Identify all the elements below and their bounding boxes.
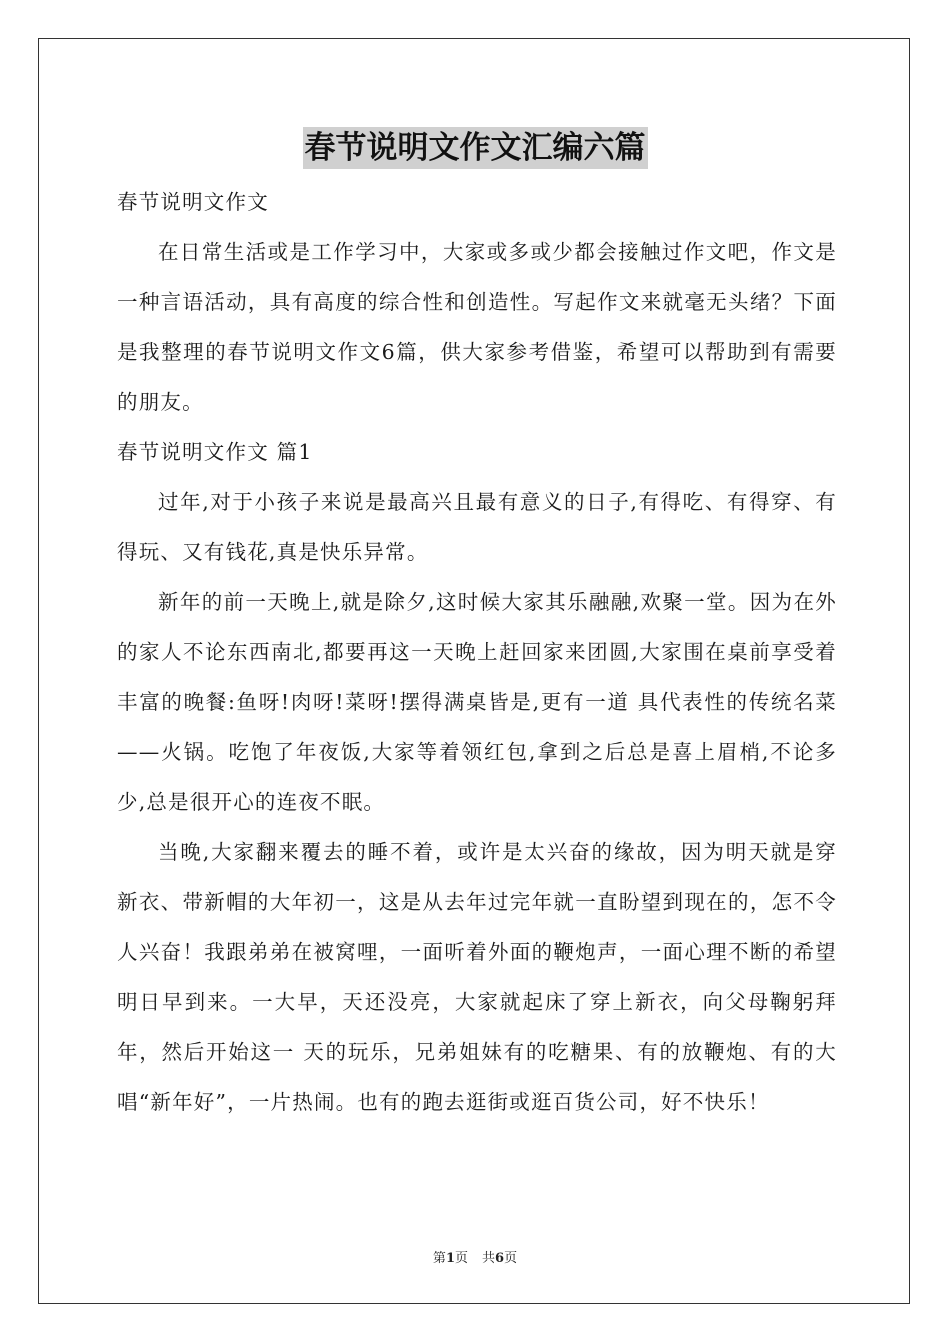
- body-paragraph: 新年的前一天晚上,就是除夕,这时候大家其乐融融,欢聚一堂。因为在外的家人不论东西南北,都要再这一天晚上赶回家来团圆,大家围在桌前享受着丰富的晚餐:鱼呀!肉呀!菜呀!摆得满桌皆是,更有一道 具代表性的传统名菜——火锅。吃饱了年夜饭,大家等着领红包,拿到之后总是喜上眉梢,不论多少,总是很开心的连夜不眠。: [117, 590, 837, 814]
- page-prefix: 第: [432, 1251, 446, 1266]
- section-heading: 春节说明文作文 篇1: [117, 440, 313, 464]
- document-title: 春节说明文作文汇编六篇: [303, 127, 648, 169]
- page-number: 1: [445, 1251, 455, 1266]
- page-suffix: 页: [454, 1251, 468, 1266]
- body-paragraph: 过年,对于小孩子来说是最高兴且最有意义的日子,有得吃、有得穿、有得玩、又有钱花,真是快乐异常。: [117, 490, 837, 564]
- intro-paragraph: 在日常生活或是工作学习中，大家或多或少都会接触过作文吧，作文是一种言语活动，具有高度的综合性和创造性。写起作文来就毫无头绪？下面是我整理的春节说明文作文6篇，供大家参考借鉴，希望可以帮助到有需要的朋友。: [117, 240, 837, 414]
- body-paragraph: 当晚,大家翻来覆去的睡不着，或许是太兴奋的缘故，因为明天就是穿新衣、带新帽的大年初一，这是从去年过完年就一直盼望到现在的，怎不令人兴奋！我跟弟弟在被窝哩，一面听着外面的鞭炮声，一面心理不断的希望明日早到来。一大早，天还没亮，大家就起床了穿上新衣，向父母鞠躬拜年，然后开始这一 天的玩乐，兄弟姐妹有的吃糖果、有的放鞭炮、有的大唱“新年好”，一片热闹。也有的跑去逛街或逛百货公司，好不快乐！: [117, 840, 837, 1114]
- total-pages: 6: [495, 1251, 505, 1266]
- total-prefix: 共: [482, 1251, 496, 1266]
- section-heading: 春节说明文作文: [117, 190, 269, 214]
- page-footer: [0, 1247, 950, 1266]
- total-suffix: 页: [504, 1251, 518, 1266]
- title-container: [0, 127, 950, 169]
- document-body: [117, 177, 837, 1127]
